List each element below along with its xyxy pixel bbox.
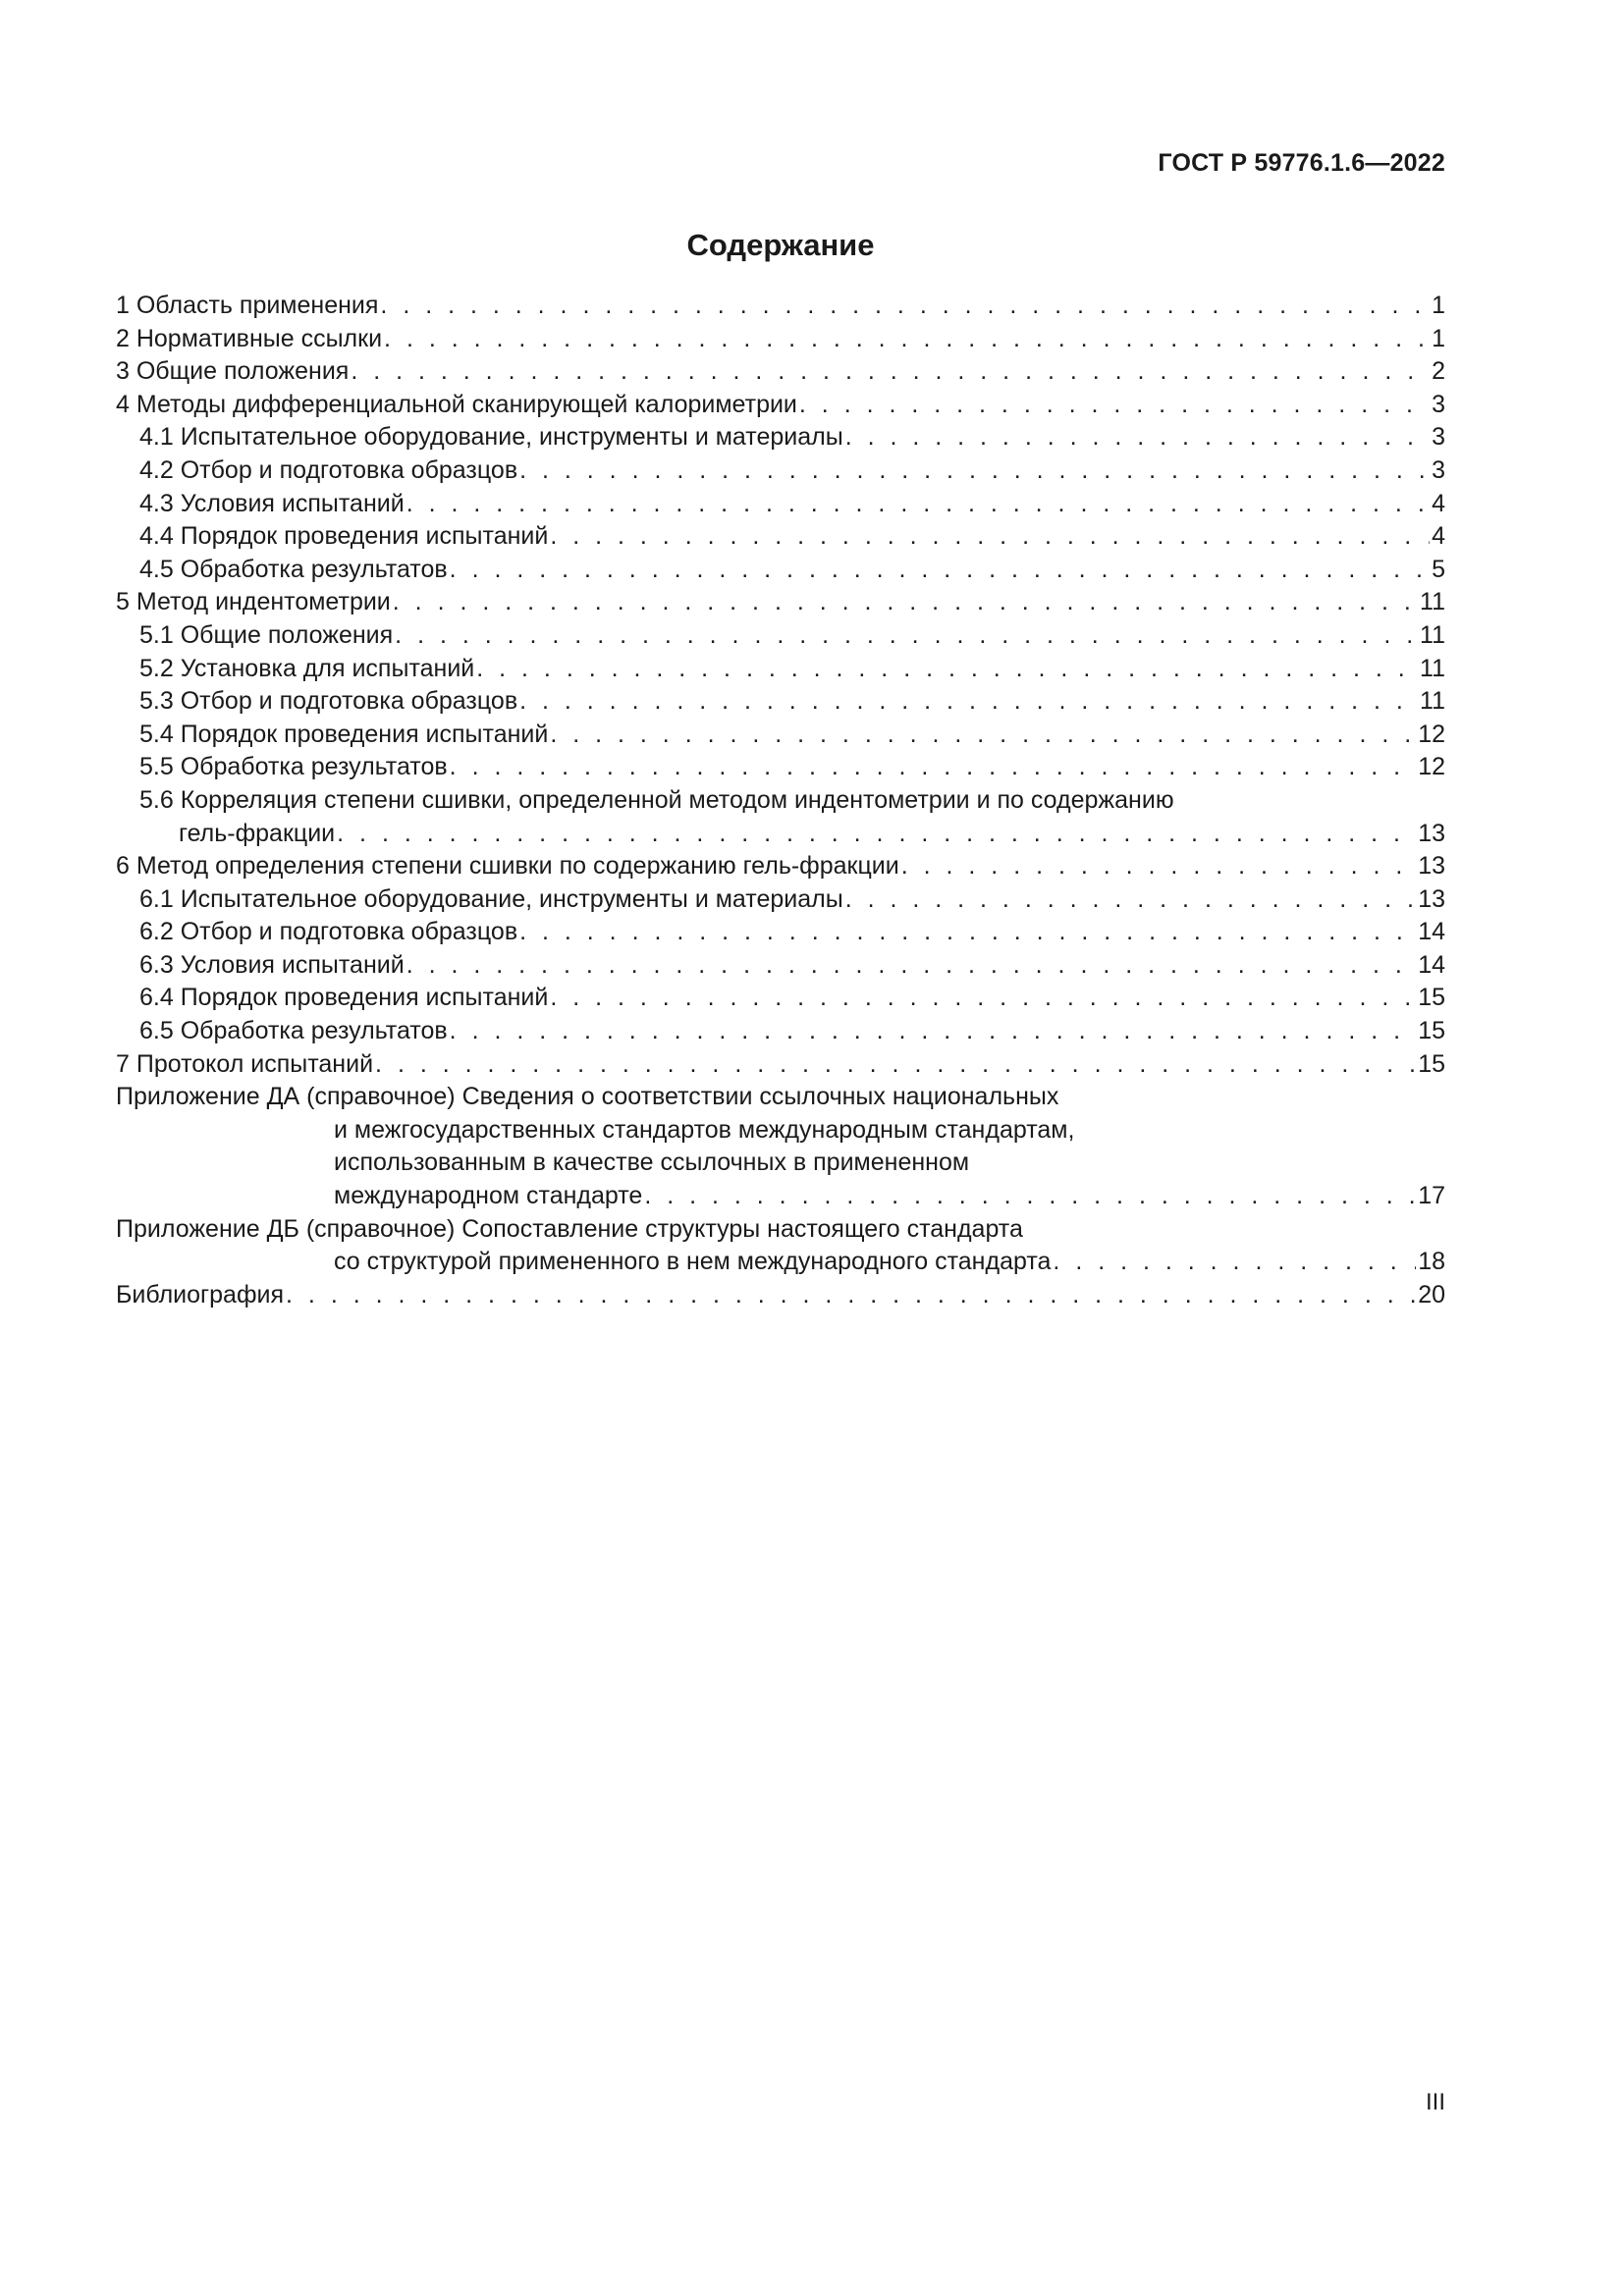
toc-subitem[interactable]: 4.5 Обработка результатов . . . 5 (116, 554, 1445, 587)
toc-subitem[interactable]: 4.1 Испытательное оборудование, инструменты и материалы . . . 3 (116, 421, 1445, 454)
toc-appendix-item[interactable]: Приложение ДБ (справочное) Сопоставление структуры настоящего стандарта (116, 1214, 1023, 1243)
page-number: III (1425, 2089, 1445, 2115)
toc-appendix-continuation[interactable]: использованным в качестве ссылочных в примененном (334, 1148, 970, 1177)
toc-subitem[interactable]: 5.1 Общие положения . . . 11 (116, 619, 1445, 653)
toc-appendix-item[interactable]: Приложение ДА (справочное) Сведения о соответствии ссылочных национальных (116, 1083, 1059, 1111)
toc-subitem[interactable]: 6.1 Испытательное оборудование, инструменты и материалы . . . 13 (116, 883, 1445, 917)
toc-title: Содержание (686, 228, 875, 262)
toc-subitem[interactable]: 5.4 Порядок проведения испытаний . . . 12 (116, 719, 1445, 752)
toc-subitem[interactable]: 4.4 Порядок проведения испытаний . . . 4 (116, 520, 1445, 554)
toc-subitem[interactable]: 5.3 Отбор и подготовка образцов . . . 11 (116, 685, 1445, 719)
toc-item[interactable]: 5 Метод индентометрии . . . 11 (116, 586, 1445, 619)
toc-subitem[interactable]: 6.5 Обработка результатов . . . 15 (116, 1015, 1445, 1048)
toc-item[interactable]: 2 Нормативные ссылки . . . 1 (116, 323, 1445, 356)
toc-item[interactable]: 4 Методы дифференциальной сканирующей калориметрии . . . 3 (116, 389, 1445, 422)
toc-subitem[interactable]: 6.2 Отбор и подготовка образцов . . . 14 (116, 916, 1445, 949)
table-of-contents (116, 290, 1445, 1311)
toc-subitem[interactable]: 4.3 Условия испытаний . . . 4 (116, 488, 1445, 521)
toc-item[interactable]: 7 Протокол испытаний . . . 15 (116, 1048, 1445, 1082)
toc-item[interactable]: Библиография . . . 20 (116, 1279, 1445, 1312)
toc-subitem[interactable]: 6.4 Порядок проведения испытаний . . . 15 (116, 982, 1445, 1015)
toc-subitem[interactable]: 5.2 Установка для испытаний . . . 11 (116, 653, 1445, 686)
toc-subitem-continuation[interactable]: гель-фракции . . . 13 (116, 818, 1445, 851)
toc-appendix-continuation[interactable]: международном стандарте . . . 17 (116, 1180, 1445, 1213)
toc-item[interactable]: 6 Метод определения степени сшивки по содержанию гель-фракции . . . 13 (116, 850, 1445, 883)
toc-subitem[interactable]: 6.3 Условия испытаний . . . 14 (116, 949, 1445, 983)
toc-appendix-continuation[interactable]: и межгосударственных стандартов международным стандартам, (334, 1115, 1075, 1144)
toc-subitem[interactable]: 5.6 Корреляция степени сшивки, определенной методом индентометрии и по содержанию (139, 785, 1174, 814)
document-code: ГОСТ Р 59776.1.6—2022 (1158, 149, 1445, 177)
toc-item[interactable]: 1 Область применения . . . 1 (116, 290, 1445, 323)
toc-subitem[interactable]: 5.5 Обработка результатов . . . 12 (116, 751, 1445, 784)
toc-item[interactable]: 3 Общие положения . . . 2 (116, 355, 1445, 389)
toc-subitem[interactable]: 4.2 Отбор и подготовка образцов . . . 3 (116, 454, 1445, 488)
toc-appendix-continuation[interactable]: со структурой примененного в нем международного стандарта . . . 18 (116, 1246, 1445, 1279)
